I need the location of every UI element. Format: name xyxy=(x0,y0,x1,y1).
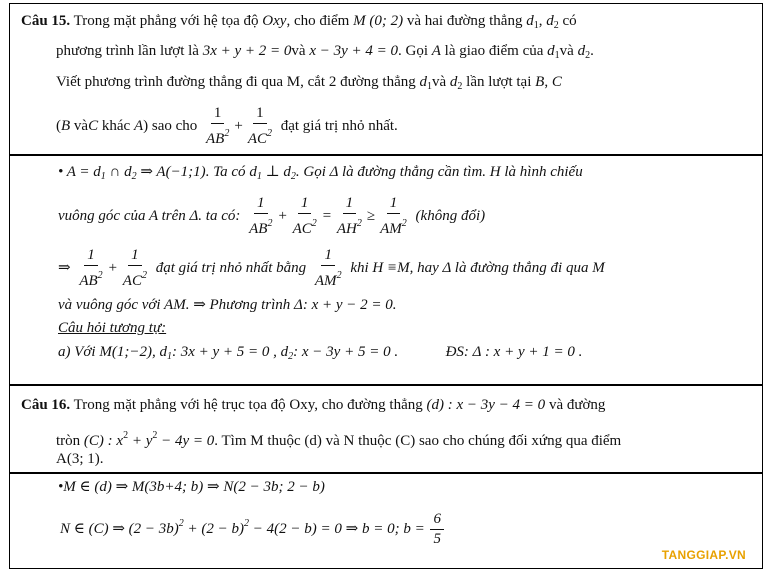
question-15-box xyxy=(9,3,763,155)
solution-16-box xyxy=(9,473,763,569)
bullet: • xyxy=(58,479,64,495)
similar-questions-heading: Câu hỏi tương tự: xyxy=(58,320,167,336)
bullet: • xyxy=(58,164,64,180)
q15-line-2: phương trình lần lượt là 3x + y + 2 = 0và x − 3y + 4 = 0. Gọi A là giao điểm của $d_1và$ $d_2$. xyxy=(56,43,594,61)
solution-15-box xyxy=(9,155,763,385)
fraction-6-over-5: $\frac{6}{5}$ xyxy=(430,510,444,549)
q15-line-1: Câu 15. Trong mặt phẳng với hệ tọa độ Oxy, cho điểm M (0; 2) và hai đường thẳng $d_1$, $d_2$ có xyxy=(21,13,577,31)
sol15-line-4: và vuông góc với AM. ⇒ Phương trình Δ: x + y − 2 = 0. xyxy=(58,297,397,313)
sol15-line-1: • $A = d_1$ ∩ $d_2$ ⇒ A(−1;1). Ta có $d_1$ ⊥ $d_2$. Gọi Δ là đường thẳng cần tìm. H là hình chiếu xyxy=(58,164,583,182)
fraction-1-over-ab2: $\frac{1}{AB^2}$ xyxy=(206,105,230,147)
question-16-box xyxy=(9,385,763,473)
page xyxy=(9,3,763,569)
sol16-line-1: •M ∈ (d) ⇒ M(3b+4; b) ⇒ N(2 − 3b; 2 − b) xyxy=(58,479,325,495)
q16-line-1: Câu 16. Trong mặt phẳng với hệ trục tọa độ Oxy, cho đường thẳng (d) : x − 3y − 4 = 0 và đường xyxy=(21,397,606,413)
q15-line-4: (B vàC khác A) sao cho $\frac{1}{AB^2}$ + $\frac{1}{AC^2}$ đạt giá trị nhỏ nhất. xyxy=(56,105,398,147)
q15-label: Câu 15. xyxy=(21,13,71,29)
sol15-line-3: ⇒ $\frac{1}{AB^2}$ + $\frac{1}{AC^2}$ đạt giá trị nhỏ nhất bằng $\frac{1}{AM^2}$ khi H ≡M, hay Δ là đường thẳng đi qua M xyxy=(58,247,605,289)
fraction-1-over-ac2: $\frac{1}{AC^2}$ xyxy=(247,105,272,147)
q16-line-2: tròn (C) : $x^2 + y^2 - 4y = 0$. Tìm M thuộc (d) và N thuộc (C) sao cho chúng đối xứng qua điểm xyxy=(56,430,622,449)
sol16-line-2: N ∈ (C) ⇒ $(2 - 3b)^2 + (2 - b)^2 - 4(2 - b) = 0$ ⇒ b = 0; b = $\frac{6}{5}$ xyxy=(60,504,446,549)
sol15-line-6: a) Với M(1;−2), $d_1$: 3x + y + 5 = 0 , $d_2$: x − 3y + 5 = 0 . ĐS: Δ : x + y + 1 = 0 . xyxy=(58,344,583,362)
q15-line-3: Viết phương trình đường thẳng đi qua M, cắt 2 đường thẳng $d_1và$ $d_2$ lần lượt tại B, C xyxy=(56,74,562,92)
sol15-line-2: vuông góc của A trên Δ. ta có: $\frac{1}{AB^2}$ + $\frac{1}{AC^2}$ = $\frac{1}{AH^2}$ ≥ $\frac{1}{AM^2}$ (không đổi) xyxy=(58,195,486,237)
q16-label: Câu 16. xyxy=(21,397,71,413)
watermark: TANGGIAP.VN xyxy=(661,548,746,562)
q16-line-3: A(3; 1). xyxy=(56,451,104,467)
